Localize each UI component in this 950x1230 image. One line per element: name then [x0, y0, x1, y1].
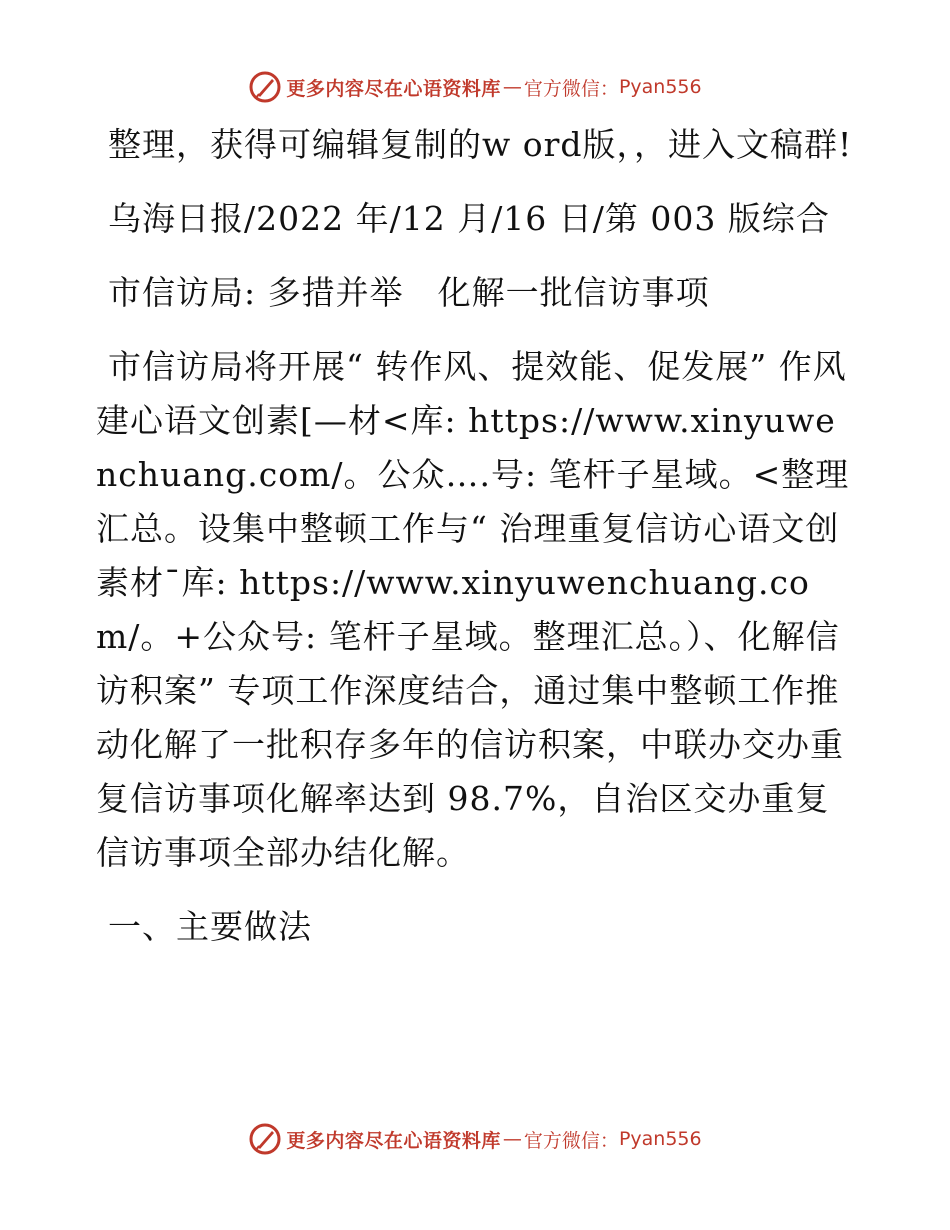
headline: 市信访局: 多措并举 化解一批信访事项 — [108, 273, 710, 312]
watermark-brand: 更多内容尽在心语资料库 — [286, 1129, 501, 1152]
watermark-brand: 更多内容尽在心语资料库 — [286, 77, 501, 100]
watermark-dash: — — [502, 76, 522, 98]
body-paragraph: 市信访局将开展“ 转作风、提效能、促发展” 作风建心语文创素[—材<库: https://www.xinyuwenchuang.com/。公众….号: 笔杆子星域。<整理汇总。设集中整顿工作与“ 治理重复信访心语文创素材¯库: https://www.xinyuwenchuang.com/。+公众号: 笔杆子星域。整理汇总。）、化解信访积案” 专项工作深度结合，通过集中整顿工作推动化解了一批积存多年的信访积案，中联办交办重复信访事项化解率达到 98.7%，自治区交办重复信访事项全部办结化解。 — [96, 347, 850, 872]
watermark-dash: — — [502, 1128, 522, 1150]
watermark-footer — [0, 1122, 950, 1156]
watermark-header — [0, 70, 950, 104]
watermark-wechat-label: 官方微信： — [523, 1129, 619, 1152]
watermark-wechat-id: Pyan556 — [618, 1128, 702, 1150]
document-body — [96, 118, 856, 974]
watermark-wechat-label: 官方微信： — [523, 77, 619, 100]
quill-logo-icon — [248, 1122, 282, 1156]
source-line: 乌海日报/2022 年/12 月/16 日/第 003 版综合 — [108, 199, 830, 238]
intro-line: 整理，获得可编辑复制的w ord版，，进入文稿群! — [108, 125, 853, 164]
quill-logo-icon — [248, 70, 282, 104]
section-heading: 一、主要做法 — [108, 907, 312, 946]
watermark-wechat-id: Pyan556 — [618, 76, 702, 98]
